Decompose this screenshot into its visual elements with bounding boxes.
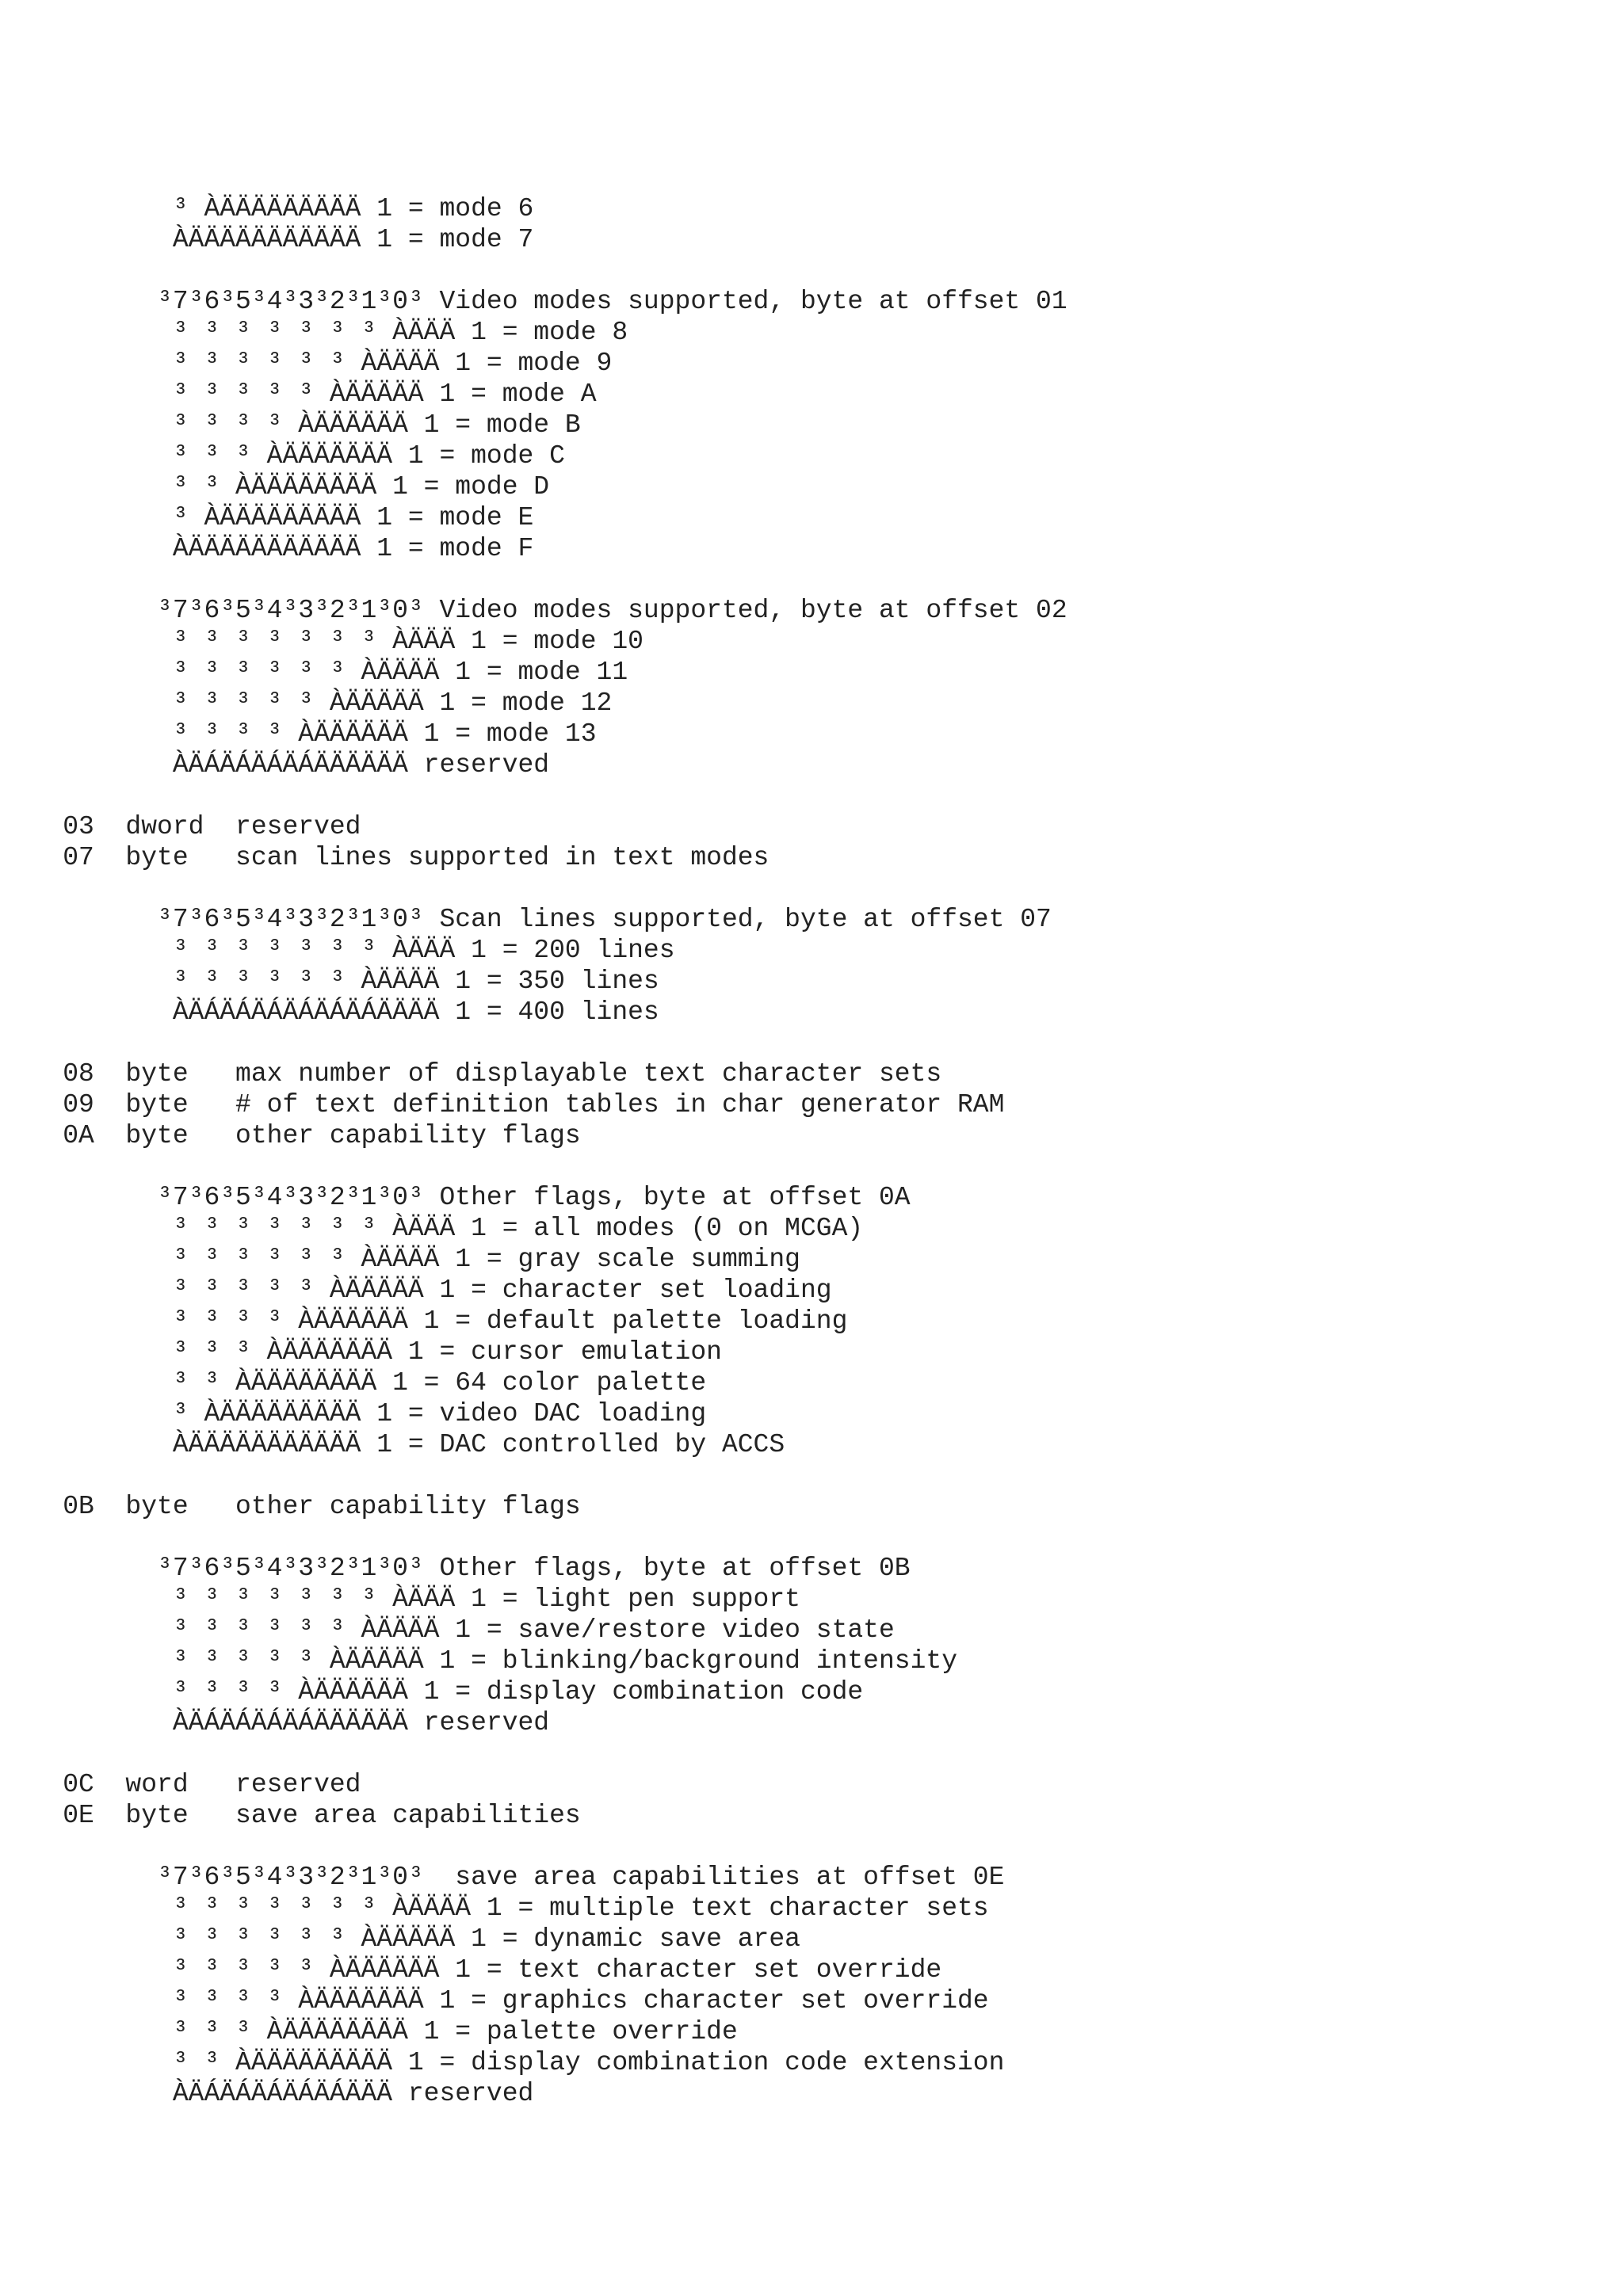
text-line: ³ ³ ÀÄÄÄÄÄÄÄÄ 1 = mode D	[0, 472, 550, 502]
text-line: ÀÄÄÄÄÄÄÄÄÄÄÄ 1 = mode F	[0, 534, 534, 563]
text-line: ³ ³ ³ ³ ³ ³ ÀÄÄÄÄ 1 = save/restore video state	[0, 1615, 895, 1645]
text-line: 0E byte save area capabilities	[0, 1801, 581, 1830]
text-line: ³ ³ ³ ³ ³ ÀÄÄÄÄÄÄ 1 = text character set override	[0, 1955, 942, 1985]
text-line: ³ ÀÄÄÄÄÄÄÄÄÄ 1 = mode 6	[0, 194, 534, 223]
text-line: 09 byte # of text definition tables in char generator RAM	[0, 1090, 1005, 1119]
text-line: ³7³6³5³4³3³2³1³0³ save area capabilities at offset 0E	[0, 1863, 1005, 1892]
text-line: ÀÄÄÄÄÄÄÄÄÄÄÄ 1 = DAC controlled by ACCS	[0, 1430, 785, 1459]
text-line: ³7³6³5³4³3³2³1³0³ Other flags, byte at offset 0B	[0, 1554, 911, 1583]
text-line: ³ ÀÄÄÄÄÄÄÄÄÄ 1 = mode E	[0, 503, 534, 532]
text-line: ³ ³ ³ ³ ³ ÀÄÄÄÄÄ 1 = blinking/background intensity	[0, 1646, 957, 1676]
text-line: ³ ³ ÀÄÄÄÄÄÄÄÄ 1 = 64 color palette	[0, 1368, 707, 1398]
text-line: ³ ³ ³ ³ ³ ³ ÀÄÄÄÄÄ 1 = dynamic save area	[0, 1924, 800, 1954]
text-line: 03 dword reserved	[0, 812, 361, 841]
text-line: ³ ³ ³ ³ ³ ³ ³ ÀÄÄÄ 1 = all modes (0 on MCGA)	[0, 1214, 864, 1243]
text-line: ³ ³ ³ ³ ³ ³ ÀÄÄÄÄ 1 = gray scale summing	[0, 1245, 800, 1274]
text-line: ³7³6³5³4³3³2³1³0³ Other flags, byte at offset 0A	[0, 1183, 911, 1212]
text-line: 07 byte scan lines supported in text modes	[0, 843, 769, 872]
text-line: 0A byte other capability flags	[0, 1121, 581, 1150]
text-line: ³ ³ ³ ³ ³ ³ ³ ÀÄÄÄÄ 1 = multiple text character sets	[0, 1894, 989, 1923]
text-line: ³ ³ ³ ³ ³ ÀÄÄÄÄÄ 1 = character set loading	[0, 1276, 832, 1305]
text-line: ³ ³ ³ ÀÄÄÄÄÄÄÄÄ 1 = palette override	[0, 2017, 738, 2046]
text-line: ³ ³ ³ ³ ³ ³ ³ ÀÄÄÄ 1 = light pen support	[0, 1585, 800, 1614]
text-line: ³ ³ ³ ³ ³ ³ ÀÄÄÄÄ 1 = mode 9	[0, 349, 613, 378]
text-line: ³ ³ ³ ³ ³ ³ ³ ÀÄÄÄ 1 = mode 8	[0, 318, 628, 347]
text-line: ³ ³ ³ ³ ³ ³ ÀÄÄÄÄ 1 = 350 lines	[0, 967, 659, 996]
text-line: 0B byte other capability flags	[0, 1492, 581, 1521]
text-line: ÀÄÁÄÁÄÁÄÁÄÁÄÄÄ reserved	[0, 2079, 534, 2108]
text-line: 0C word reserved	[0, 1770, 361, 1799]
text-line: ÀÄÁÄÁÄÁÄÁÄÄÄÄÄÄ reserved	[0, 750, 550, 780]
text-line: ³ ³ ³ ³ ÀÄÄÄÄÄÄÄ 1 = graphics character set override	[0, 1986, 989, 2016]
text-line: ³7³6³5³4³3³2³1³0³ Video modes supported, byte at offset 02	[0, 596, 1067, 625]
text-line: ³7³6³5³4³3³2³1³0³ Video modes supported, byte at offset 01	[0, 287, 1067, 316]
text-line: ³ ³ ³ ÀÄÄÄÄÄÄÄ 1 = cursor emulation	[0, 1337, 722, 1367]
text-line: ³ ³ ³ ³ ÀÄÄÄÄÄÄ 1 = display combination code	[0, 1677, 864, 1707]
text-line: ³ ³ ³ ÀÄÄÄÄÄÄÄ 1 = mode C	[0, 441, 565, 471]
text-line: ³ ³ ³ ³ ³ ³ ÀÄÄÄÄ 1 = mode 11	[0, 658, 628, 687]
text-line: ³ ÀÄÄÄÄÄÄÄÄÄ 1 = video DAC loading	[0, 1399, 707, 1428]
text-line: ³ ³ ³ ³ ÀÄÄÄÄÄÄ 1 = mode 13	[0, 719, 597, 749]
text-line: ÀÄÄÄÄÄÄÄÄÄÄÄ 1 = mode 7	[0, 225, 534, 254]
text-line: ³ ³ ³ ³ ³ ÀÄÄÄÄÄ 1 = mode 12	[0, 688, 613, 718]
text-line: 08 byte max number of displayable text character sets	[0, 1059, 942, 1089]
text-line: ³7³6³5³4³3³2³1³0³ Scan lines supported, byte at offset 07	[0, 905, 1052, 934]
text-line: ³ ³ ³ ³ ³ ÀÄÄÄÄÄ 1 = mode A	[0, 379, 597, 409]
text-line: ³ ³ ³ ³ ³ ³ ³ ÀÄÄÄ 1 = 200 lines	[0, 936, 675, 965]
text-line: ³ ³ ³ ³ ³ ³ ³ ÀÄÄÄ 1 = mode 10	[0, 627, 643, 656]
text-line: ³ ³ ³ ³ ÀÄÄÄÄÄÄ 1 = mode B	[0, 410, 581, 440]
text-line: ÀÄÁÄÁÄÁÄÁÄÄÄÄÄÄ reserved	[0, 1708, 550, 1737]
text-line: ³ ³ ÀÄÄÄÄÄÄÄÄÄ 1 = display combination code extension	[0, 2048, 1005, 2077]
text-line: ÀÄÁÄÁÄÁÄÁÄÁÄÁÄÄÄÄ 1 = 400 lines	[0, 997, 659, 1027]
text-line: ³ ³ ³ ³ ÀÄÄÄÄÄÄ 1 = default palette loading	[0, 1306, 848, 1336]
